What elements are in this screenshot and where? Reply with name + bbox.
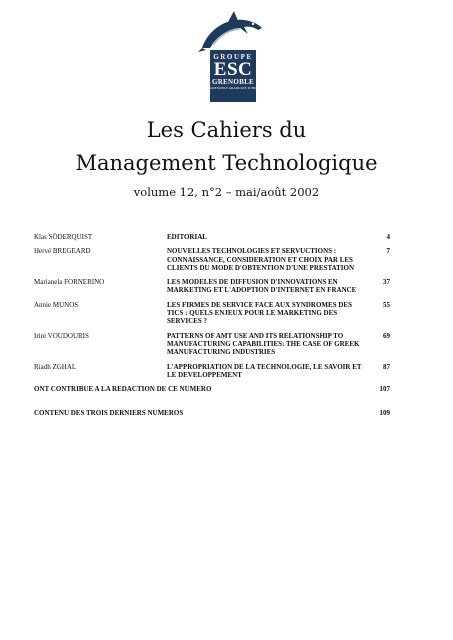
toc-contributors bbox=[34, 385, 390, 393]
logo-esc-text: ESC bbox=[213, 59, 253, 80]
toc-page: 55 bbox=[383, 300, 390, 309]
toc-page: 7 bbox=[386, 247, 390, 256]
toc-entry bbox=[34, 247, 390, 272]
toc-contributors-label: ONT CONTRIBUE A LA REDACTION DE CE NUMERO bbox=[34, 385, 212, 394]
toc-page: 4 bbox=[386, 233, 390, 241]
journal-title-line2: Management Technologique bbox=[75, 151, 378, 175]
toc-page: 107 bbox=[379, 385, 390, 394]
logo-grenoble-text: GRENOBLE bbox=[211, 78, 255, 86]
logo-groupe-text: GROUPE bbox=[213, 53, 253, 61]
toc-author: Hervé BREGEARD bbox=[34, 247, 91, 256]
toc-entry bbox=[34, 301, 390, 326]
toc-title: LES FIRMES DE SERVICE FACE AUX SYNDROMES DES TICS : QUELS ENJEUX POUR LE MARKETING DES SERVICES ? bbox=[167, 300, 352, 326]
dolphin-icon bbox=[198, 8, 266, 54]
toc-page: 109 bbox=[379, 409, 390, 418]
journal-title-line1: Les Cahiers du bbox=[146, 118, 307, 142]
toc-author: Riadh ZGHAL bbox=[34, 362, 77, 371]
toc-previous-issues-label: CONTENU DES TROIS DERNIERS NUMEROS bbox=[34, 409, 184, 418]
toc-page: 69 bbox=[383, 331, 390, 340]
toc-title: PATTERNS OF AMT USE AND ITS RELATIONSHIP TO MANUFACTURING CAPABILITIES: THE CASE OF GREEK MANUFACTURING INDUSTRIES bbox=[167, 331, 360, 357]
toc-title: LES MODELES DE DIFFUSION D'INNOVATIONS EN MARKETING ET L'ADOPTION D'INTERNET EN FRANCE bbox=[167, 278, 357, 295]
toc-entry bbox=[34, 278, 390, 295]
toc-author: Annie MUNOS bbox=[34, 300, 79, 309]
toc-author: Marianela FORNERINO bbox=[34, 278, 105, 287]
toc-title: NOUVELLES TECHNOLOGIES ET SERVUCTIONS : CONNAISSANCE, CONSIDERATION ET CHOIX PAR LES CLIENTS DU MODE D'OBTENTION D'UNE PRESTATION bbox=[167, 247, 355, 272]
toc-author: Irini VOUDOURIS bbox=[34, 331, 89, 340]
toc-previous-issues bbox=[34, 409, 390, 417]
logo-tagline: GRENOBLE GRADUATE SCHOOL OF BUSINESS bbox=[210, 86, 283, 90]
toc-entry bbox=[34, 332, 390, 357]
toc-title: L'APPROPRIATION DE LA TECHNOLOGIE, LE SAVOIR ET LE DEVELOPPEMENT bbox=[167, 362, 362, 379]
issue-subtitle: volume 12, n°2 – mai/août 2002 bbox=[133, 185, 320, 199]
logo-block bbox=[210, 50, 283, 102]
toc-entry bbox=[34, 233, 390, 241]
toc-title: EDITORIAL bbox=[167, 233, 207, 241]
toc-author: Klas SÖDERQUIST bbox=[34, 233, 93, 241]
esc-grenoble-logo bbox=[198, 8, 283, 108]
toc-entry bbox=[34, 363, 390, 380]
toc-page: 37 bbox=[383, 278, 390, 287]
table-of-contents bbox=[34, 233, 390, 418]
toc-page: 87 bbox=[383, 362, 390, 371]
